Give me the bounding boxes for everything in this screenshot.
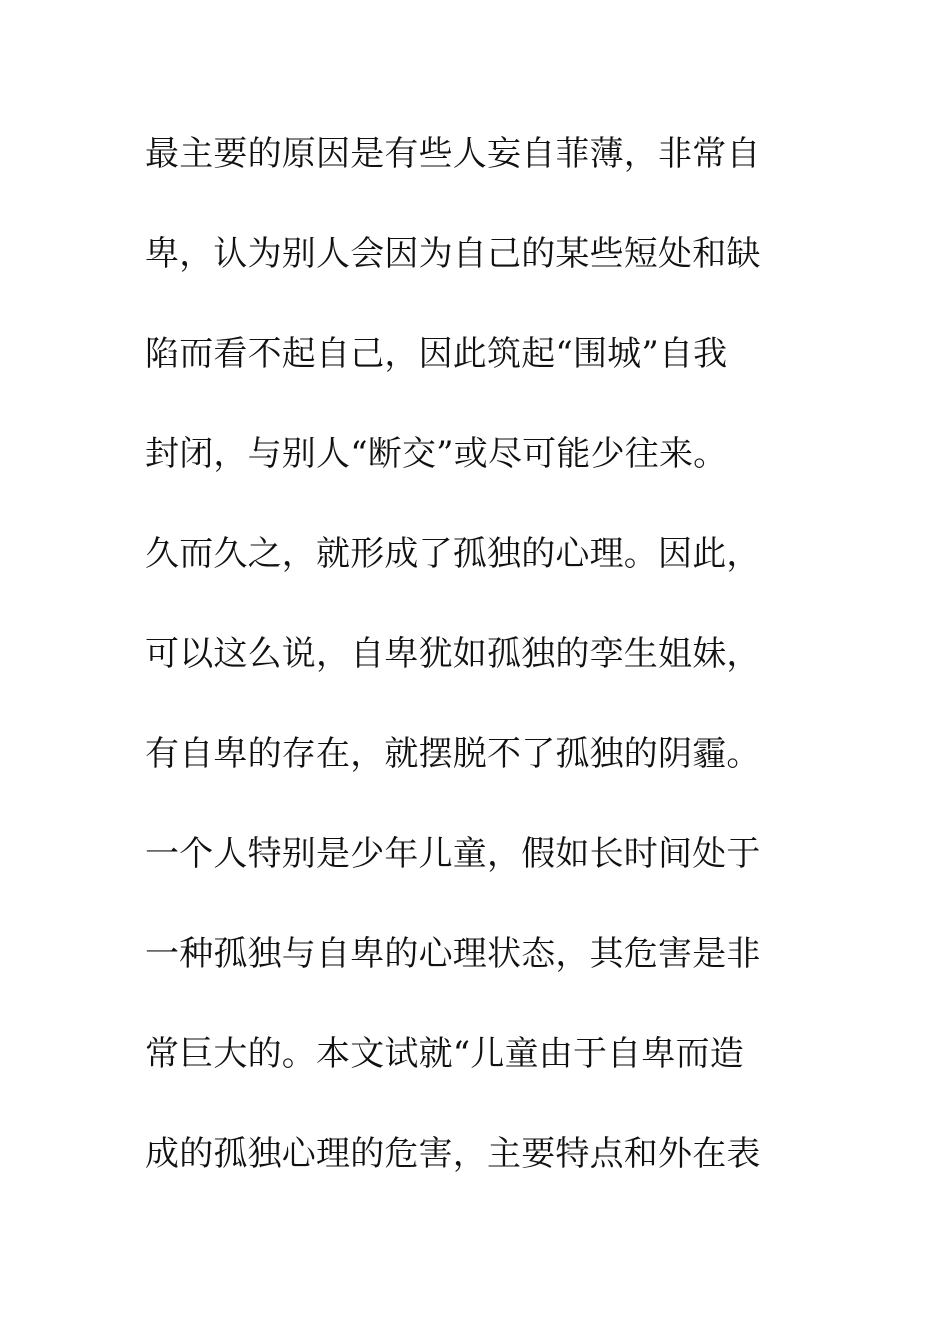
text-line: 一个人特别是少年儿童，假如长时间处于 (145, 834, 761, 874)
text-line: 有自卑的存在，就摆脱不了孤独的阴霾。 (145, 734, 761, 774)
body-text (145, 122, 785, 1222)
text-line: 卑，认为别人会因为自己的某些短处和缺 (145, 234, 761, 274)
text-line: 最主要的原因是有些人妄自菲薄，非常自 (145, 134, 761, 174)
text-line: 成的孤独心理的危害，主要特点和外在表 (145, 1134, 761, 1174)
text-line: 久而久之，就形成了孤独的心理。因此， (145, 534, 761, 574)
text-line: 陷而看不起自己，因此筑起“围城”自我 (145, 334, 728, 374)
text-line: 封闭，与别人“断交”或尽可能少往来。 (145, 434, 728, 474)
text-line: 一种孤独与自卑的心理状态，其危害是非 (145, 934, 761, 974)
text-line: 可以这么说，自卑犹如孤独的孪生姐妹， (145, 634, 761, 674)
text-line: 常巨大的。本文试就“儿童由于自卑而造 (145, 1034, 744, 1074)
